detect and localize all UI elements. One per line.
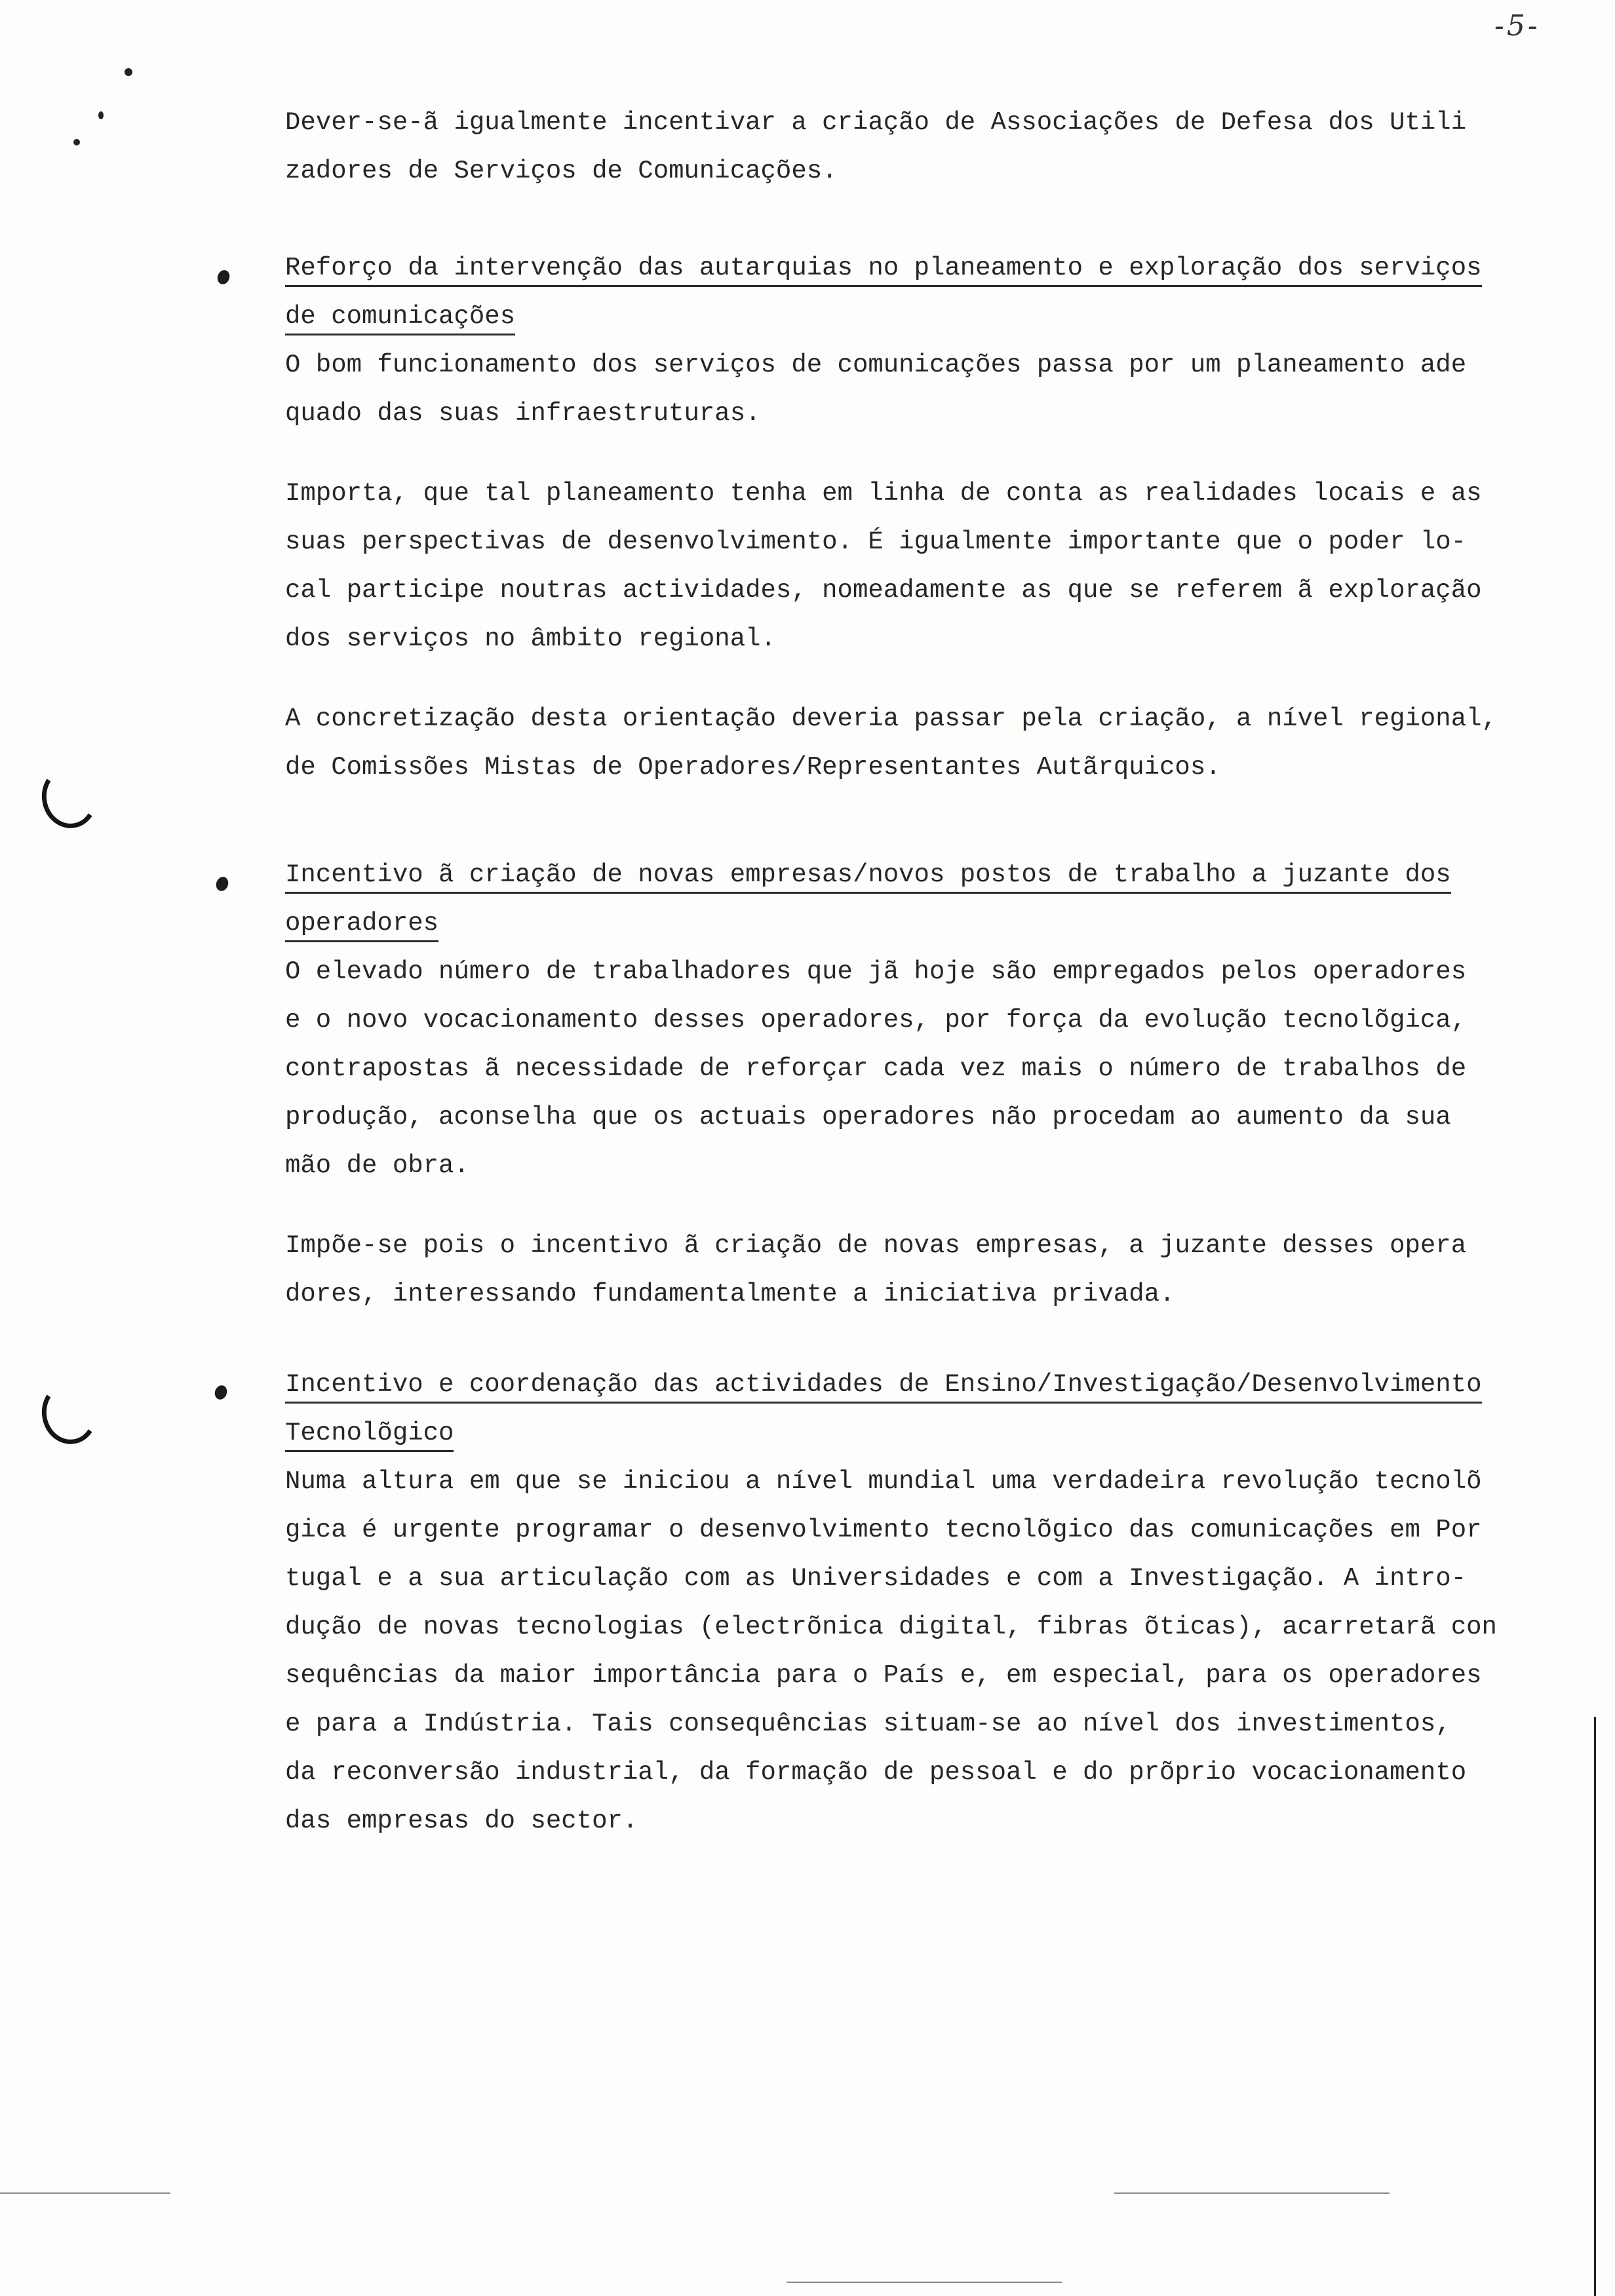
scan-speck	[125, 68, 132, 76]
page-number: -5-	[1494, 9, 1540, 43]
text-line: quado das suas infraestruturas.	[285, 399, 761, 428]
text-line: dores, interessando fundamentalmente a iniciativa privada.	[285, 1280, 1175, 1309]
section-heading: operadores	[285, 899, 1583, 947]
text-line: Impõe-se pois o incentivo ã criação de novas empresas, a juzante desses opera	[285, 1231, 1467, 1260]
hole-punch-mark	[37, 762, 102, 832]
text-line: suas perspectivas de desenvolvimento. É igualmente importante que o poder lo-	[285, 527, 1467, 556]
bullet-icon	[213, 1384, 229, 1402]
text-line: zadores de Serviços de Comunicações.	[285, 157, 838, 185]
scan-edge-dash	[787, 2282, 1062, 2283]
text-line: tugal e a sua articulação com as Universidades e com a Investigação. A intro-	[285, 1564, 1467, 1593]
text-line: Importa, que tal planeamento tenha em linha de conta as realidades locais e as	[285, 479, 1482, 508]
text-line: A concretização desta orientação deveria passar pela criação, a nível regional,	[285, 704, 1497, 733]
section-ensino-investigacao	[285, 1360, 1583, 1845]
intro-paragraph	[285, 98, 1583, 195]
text-line: O elevado número de trabalhadores que jã hoje são empregados pelos operadores	[285, 957, 1467, 986]
scan-speck	[98, 111, 104, 119]
text-line: Dever-se-ã igualmente incentivar a criação de Associações de Defesa dos Utili	[285, 108, 1467, 137]
scan-speck	[73, 139, 80, 145]
text-line: e para a Indústria. Tais consequências situam-se ao nível dos investimentos,	[285, 1710, 1451, 1738]
text-line: sequências da maior importância para o País e, em especial, para os operadores	[285, 1661, 1482, 1690]
bullet-icon	[216, 269, 231, 286]
text-line: contrapostas ã necessidade de reforçar cada vez mais o número de trabalhos de	[285, 1054, 1467, 1083]
text-line: e o novo vocacionamento desses operadores, por força da evolução tecnolõgica,	[285, 1006, 1467, 1035]
hole-punch-mark	[37, 1378, 102, 1448]
bullet-icon	[214, 875, 230, 893]
text-line: cal participe noutras actividades, nomeadamente as que se referem ã exploração	[285, 576, 1482, 605]
section-heading: Incentivo ã criação de novas empresas/novos postos de trabalho a juzante dos	[285, 851, 1583, 899]
text-line: dução de novas tecnologias (electrõnica digital, fibras õticas), acarretarã con	[285, 1613, 1497, 1641]
text-line: gica é urgente programar o desenvolvimento tecnolõgico das comunicações em Por	[285, 1516, 1482, 1544]
scan-edge-dash	[0, 2192, 170, 2194]
section-autarquias	[285, 244, 1583, 792]
section-heading: Tecnolõgico	[285, 1409, 1583, 1457]
section-novas-empresas	[285, 851, 1583, 1318]
text-line: O bom funcionamento dos serviços de comunicações passa por um planeamento ade	[285, 351, 1467, 379]
text-line: das empresas do sector.	[285, 1807, 638, 1835]
text-line: produção, aconselha que os actuais operadores não procedam ao aumento da sua	[285, 1103, 1451, 1132]
text-line: de Comissões Mistas de Operadores/Representantes Autãrquicos.	[285, 753, 1221, 782]
scan-edge-dash	[1114, 2192, 1390, 2194]
text-line: mão de obra.	[285, 1151, 469, 1180]
text-line: da reconversão industrial, da formação de pessoal e do prõprio vocacionamento	[285, 1758, 1467, 1787]
section-heading: Reforço da intervenção das autarquias no planeamento e exploração dos serviços	[285, 244, 1583, 292]
page-edge-line	[1594, 1717, 1596, 2296]
section-heading: Incentivo e coordenação das actividades de Ensino/Investigação/Desenvolvimento	[285, 1360, 1583, 1409]
text-line: dos serviços no âmbito regional.	[285, 624, 776, 653]
text-line: Numa altura em que se iniciou a nível mundial uma verdadeira revolução tecnolõ	[285, 1467, 1482, 1496]
section-heading: de comunicações	[285, 292, 1583, 341]
